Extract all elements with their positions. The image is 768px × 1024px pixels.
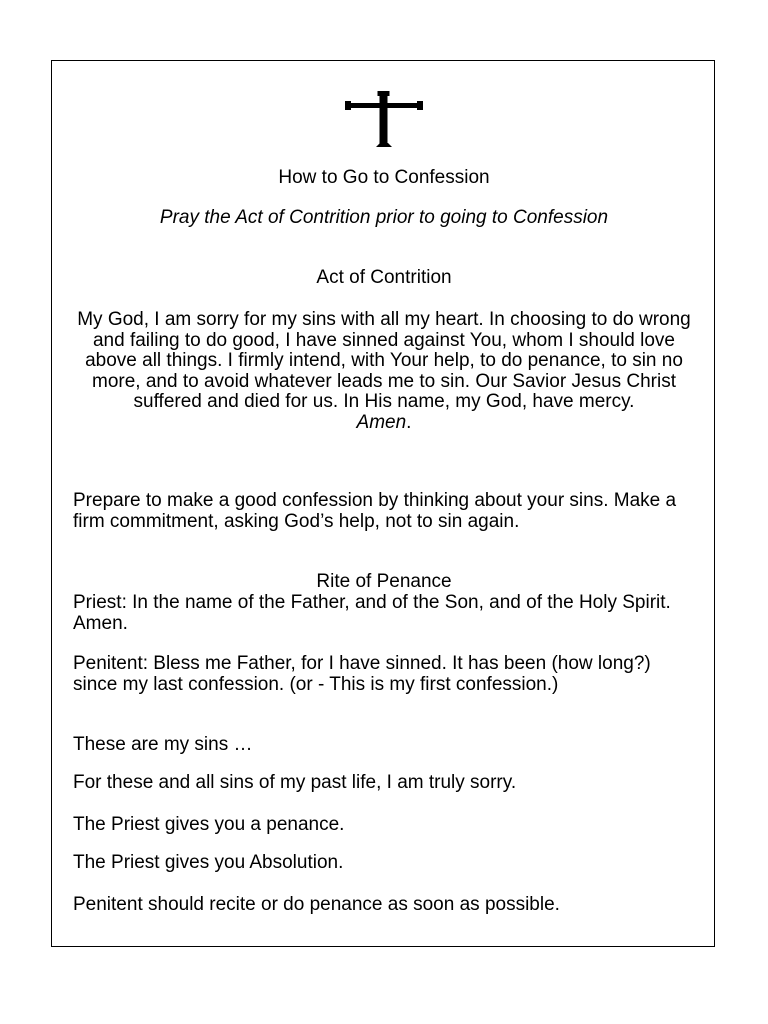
- penitent-line: Penitent: Bless me Father, for I have sinned. It has been (how long?) since my last confession. (or - This is my first confession.): [73, 653, 651, 695]
- amen-period: .: [406, 411, 412, 433]
- rite-of-penance-heading: Rite of Penance: [316, 571, 452, 592]
- absolution-line: The Priest gives you Absolution.: [73, 852, 344, 873]
- amen-text: Amen: [356, 411, 407, 433]
- prayer-text: My God, I am sorry for my sins with all my heart. In choosing to do wrong and failing to do good, I have sinned against You, whom I should love above all things. I firmly intend, with Your help, to do penance, to sin no more, and to avoid whatever leads me to sin. Our Savior Jesus Christ suffered and died for us. In His name, my God, have mercy.: [77, 309, 691, 412]
- sorry-line: For these and all sins of my past life, I am truly sorry.: [73, 772, 517, 793]
- page-subtitle: Pray the Act of Contrition prior to going to Confession: [159, 207, 609, 228]
- act-of-contrition-heading: Act of Contrition: [316, 267, 452, 288]
- priest-line: Priest: In the name of the Father, and of the Son, and of the Holy Spirit. Amen.: [73, 592, 671, 634]
- act-of-contrition-prayer: [73, 310, 695, 433]
- sins-line: These are my sins …: [73, 734, 253, 755]
- penance-line: The Priest gives you a penance.: [73, 814, 345, 835]
- prepare-paragraph: Prepare to make a good confession by thinking about your sins. Make a firm commitment, asking God’s help, not to sin again.: [73, 490, 677, 532]
- page-title: How to Go to Confession: [278, 167, 490, 188]
- recite-line: Penitent should recite or do penance as soon as possible.: [73, 894, 560, 915]
- cross-icon: [343, 90, 425, 150]
